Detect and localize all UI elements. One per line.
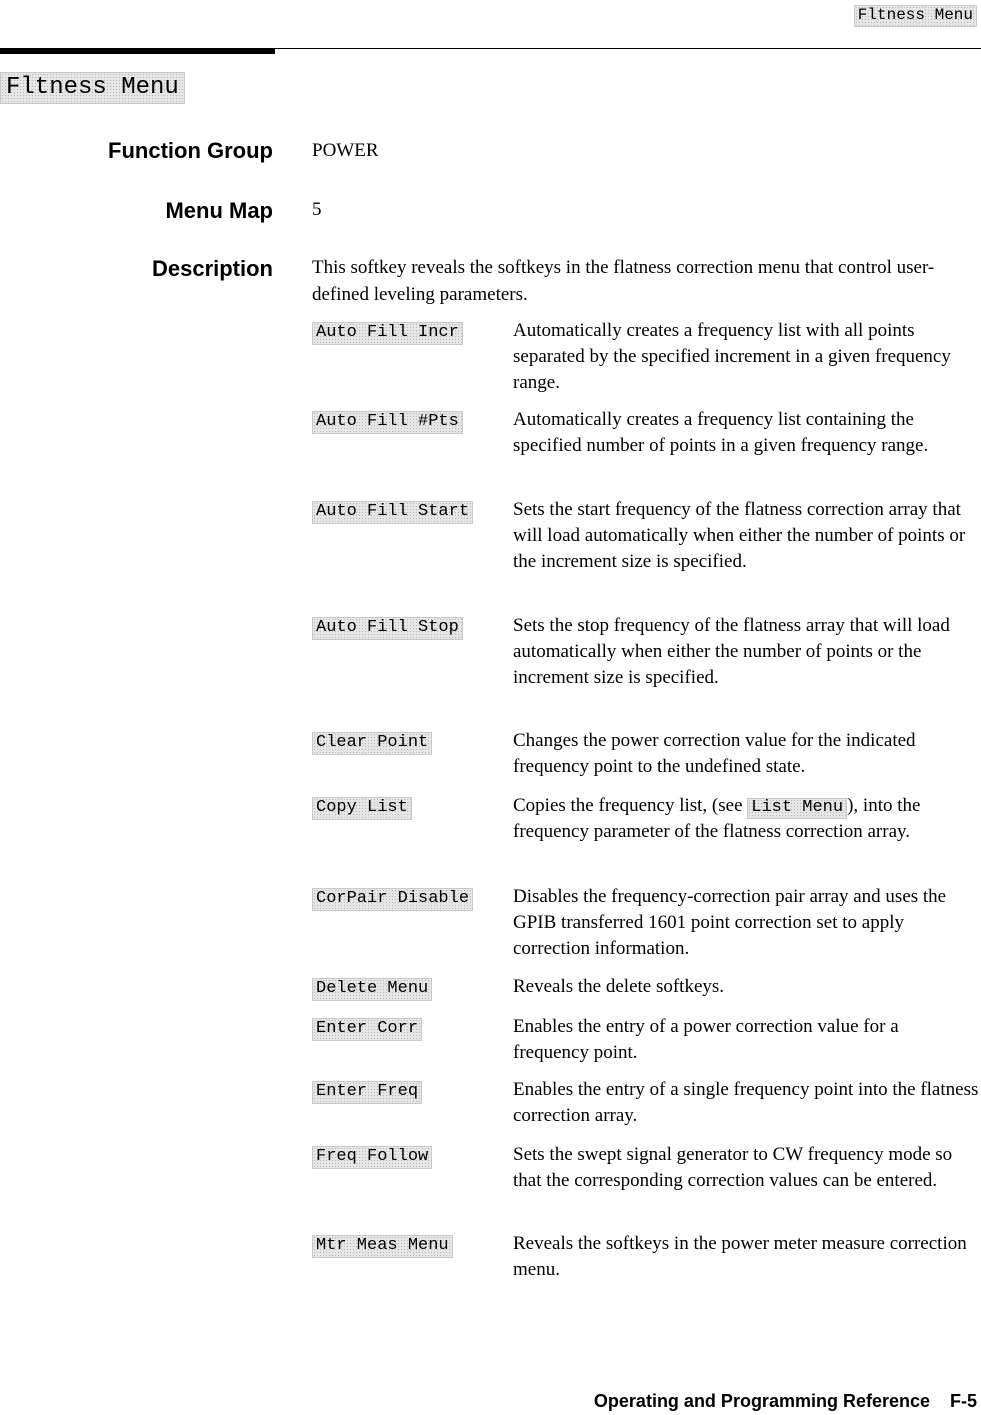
softkey-enter-freq: Enter Freq xyxy=(312,1081,422,1104)
footer-page-number: F-5 xyxy=(950,1391,977,1411)
softkey-description: Reveals the softkeys in the power meter measure correction menu. xyxy=(513,1233,967,1280)
softkey-description: Sets the start frequency of the flatness correction array that will load automatically when either the number of points or the increment size is specified. xyxy=(513,499,966,572)
softkey-delete-menu: Delete Menu xyxy=(312,978,432,1001)
softkey-description xyxy=(513,793,979,845)
softkey-corpair-disable: CorPair Disable xyxy=(312,888,473,911)
description-label: Description xyxy=(151,256,273,281)
softkey-description: Enables the entry of a power correction value for a frequency point. xyxy=(513,1016,899,1063)
softkey-mtr-meas-menu: Mtr Meas Menu xyxy=(312,1235,453,1258)
softkey-description: Reveals the delete softkeys. xyxy=(513,976,725,997)
description-text: This softkey reveals the softkeys in the flatness correction menu that control user-defined leveling parameters. xyxy=(312,257,935,305)
softkey-auto-fill-pts: Auto Fill #Pts xyxy=(312,411,463,434)
softkey-description: Automatically creates a frequency list with all points separated by the specified increment in a given frequency range. xyxy=(513,320,951,393)
softkey-description: Automatically creates a frequency list containing the specified number of points in a given frequency range. xyxy=(513,409,929,456)
softkey-description: Sets the stop frequency of the flatness array that will load automatically when either the number of points or the increment size is specified. xyxy=(513,615,950,688)
running-header-softkey: Fltness Menu xyxy=(854,5,977,27)
desc-text-after: ), into the frequency parameter of the flatness correction array. xyxy=(513,795,921,842)
softkey-freq-follow: Freq Follow xyxy=(312,1146,432,1169)
softkey-description: Enables the entry of a single frequency point into the flatness correction array. xyxy=(513,1079,979,1126)
softkey-copy-list: Copy List xyxy=(312,797,412,820)
softkey-description: Sets the swept signal generator to CW frequency mode so that the corresponding correction values can be entered. xyxy=(513,1144,953,1191)
softkey-auto-fill-stop: Auto Fill Stop xyxy=(312,617,463,640)
footer-title: Operating and Programming Reference xyxy=(593,1391,930,1411)
page-footer xyxy=(594,1391,977,1412)
header-rule-thin xyxy=(275,48,981,49)
softkey-auto-fill-start: Auto Fill Start xyxy=(312,501,473,524)
softkey-list-menu-reference: List Menu xyxy=(747,798,847,819)
function-group-value: POWER xyxy=(312,140,379,161)
desc-text-before: Copies the frequency list, (see xyxy=(513,795,748,816)
page-title: Fltness Menu xyxy=(0,72,185,104)
header-rule-thick xyxy=(0,48,275,54)
menu-map-label: Menu Map xyxy=(165,198,273,223)
softkey-clear-point: Clear Point xyxy=(312,732,432,755)
function-group-label: Function Group xyxy=(108,138,273,163)
softkey-description: Changes the power correction value for the indicated frequency point to the undefined state. xyxy=(513,730,916,777)
softkey-enter-corr: Enter Corr xyxy=(312,1018,422,1041)
softkey-auto-fill-incr: Auto Fill Incr xyxy=(312,322,463,345)
softkey-description: Disables the frequency-correction pair array and uses the GPIB transferred 1601 point correction set to apply correction information. xyxy=(513,886,947,959)
menu-map-value: 5 xyxy=(312,199,322,220)
